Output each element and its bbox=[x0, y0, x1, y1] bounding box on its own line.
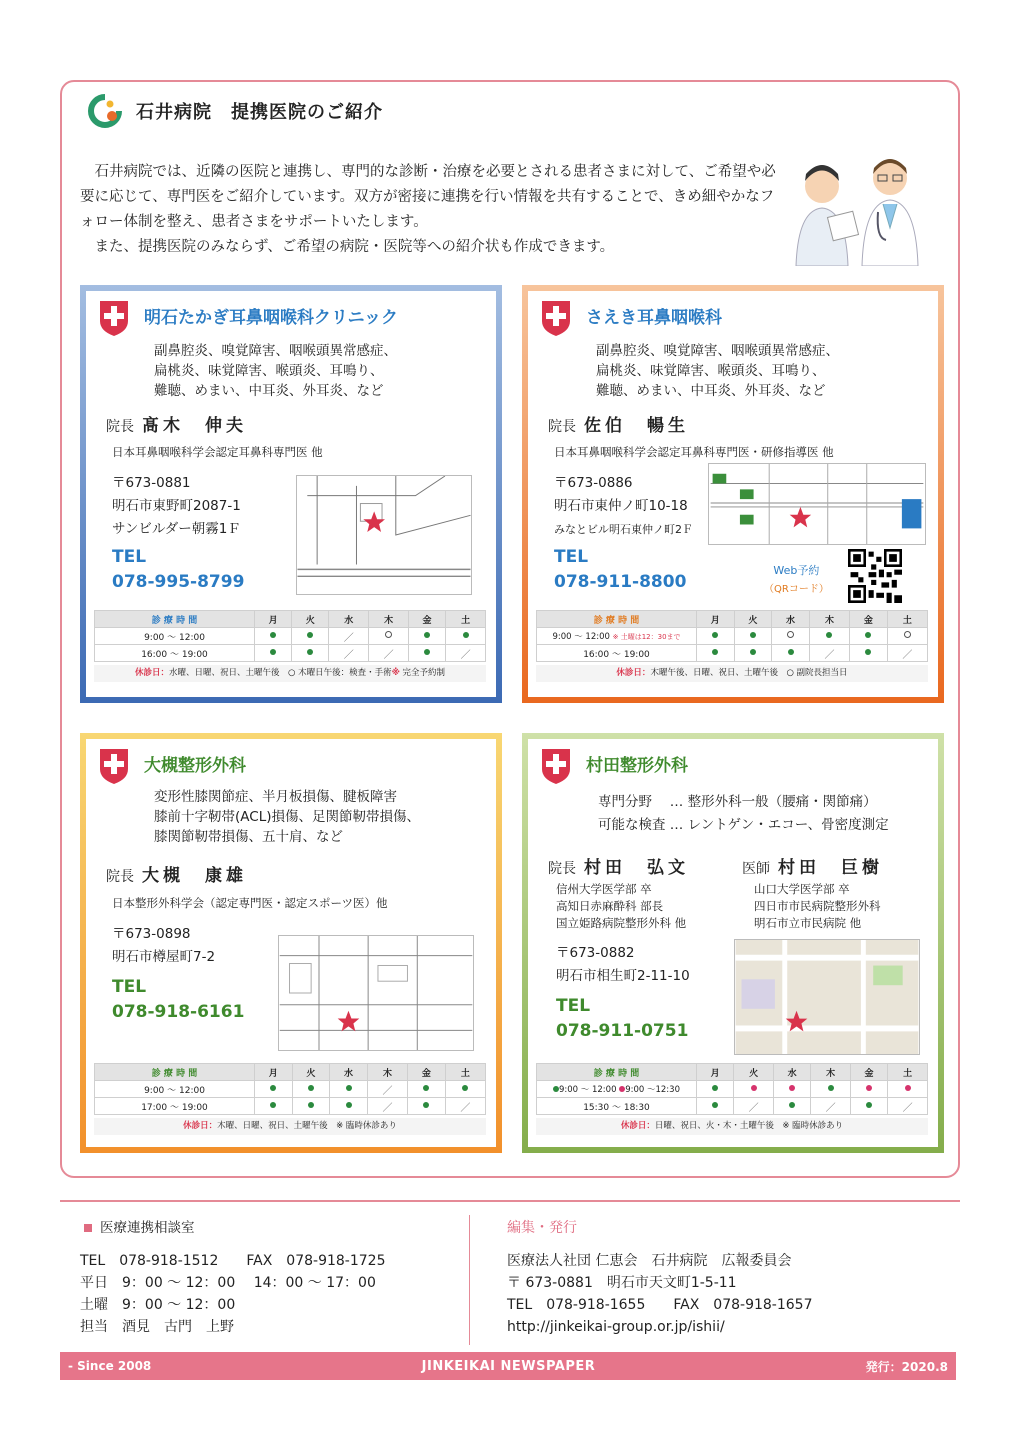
day-header: 土 bbox=[445, 1064, 485, 1081]
hours-header: 診 療 時 間 bbox=[537, 611, 697, 628]
holiday-text: 完全予約制 bbox=[399, 668, 446, 678]
clinic-name: 明石たかぎ耳鼻咽喉科クリニック bbox=[144, 308, 398, 328]
day-header: 土 bbox=[887, 611, 927, 628]
time-note: ※ 土曜は12：30まで bbox=[612, 633, 681, 641]
career-line: 明石市立市民病院 他 bbox=[754, 916, 862, 930]
doctor-career bbox=[754, 881, 881, 932]
holiday-note bbox=[94, 1118, 486, 1135]
hours-table: 診 療 時 間 月 火 水 木 金 土 9:00 ～ 12:00 ／ 16:00 ～ 19:00 ／ ／ ／ bbox=[94, 610, 486, 662]
telephone bbox=[556, 994, 688, 1044]
address bbox=[556, 942, 690, 988]
footer-left-title bbox=[84, 1216, 195, 1236]
day-header: 金 bbox=[408, 611, 445, 628]
newspaper-name: JINKEIKAI NEWSPAPER bbox=[421, 1358, 596, 1374]
director bbox=[106, 411, 247, 436]
qr-code-icon[interactable] bbox=[848, 549, 902, 603]
day-header: 金 bbox=[850, 1064, 887, 1081]
address bbox=[554, 472, 693, 541]
time-slot: 9:00 ～ 12:00 bbox=[95, 628, 255, 645]
director-role: 院長 bbox=[548, 861, 576, 877]
specialty-line: 膝前十字靭帯(ACL)損傷、足関節靭帯損傷、 bbox=[154, 809, 420, 825]
holiday-label: 休診日： bbox=[183, 1121, 218, 1131]
address-line: 明石市東仲ノ町10-18 bbox=[554, 498, 688, 514]
clinic-card-murata bbox=[522, 733, 944, 1153]
time-slot: 16:00 ～ 19:00 bbox=[95, 645, 255, 662]
career-line: 山口大学医学部 卒 bbox=[754, 882, 850, 896]
map-image bbox=[296, 475, 472, 595]
director-role: 院長 bbox=[106, 419, 134, 435]
footer-right-title: 編集・発行 bbox=[507, 1220, 577, 1236]
intro-text bbox=[80, 160, 780, 260]
doctor-name: 村田 巨樹 bbox=[778, 858, 883, 878]
address-line: 明石市東野町2087-1 bbox=[112, 498, 241, 514]
holiday-label: 休診日： bbox=[134, 668, 169, 678]
tel-number: 078-911-8800 bbox=[554, 572, 687, 592]
holiday-text: 水曜、日曜、祝日、土曜午後 ○ 木曜日午後：検査・手術 bbox=[168, 668, 392, 678]
clinic-card-otsuki bbox=[80, 733, 502, 1153]
footer-column-divider bbox=[469, 1215, 470, 1345]
holiday-mark: ※ bbox=[391, 668, 400, 678]
clinic-name: さえき耳鼻咽喉科 bbox=[586, 308, 722, 328]
hours-table: 診 療 時 間 月 火 水 木 金 土 9:00 ～ 12:00 9:00 ～12:30 15:30 ～ 18:30 ／ ／ ／ bbox=[536, 1063, 928, 1115]
specialty-line: 難聴、めまい、中耳炎、外耳炎、など bbox=[596, 383, 826, 399]
hours-header: 診 療 時 間 bbox=[95, 1064, 255, 1081]
tel-label: TEL bbox=[112, 977, 147, 997]
day-header: 木 bbox=[367, 1064, 407, 1081]
day-header: 水 bbox=[330, 1064, 368, 1081]
director bbox=[106, 861, 247, 886]
director-role: 院長 bbox=[548, 419, 576, 435]
director-name: 村田 弘文 bbox=[584, 858, 689, 878]
director-career bbox=[556, 881, 686, 932]
career-line: 高知日赤麻酔科 部長 bbox=[556, 899, 664, 913]
map-image bbox=[278, 935, 474, 1051]
day-header: 土 bbox=[888, 1064, 928, 1081]
career-line: 四日市市民病院整形外科 bbox=[754, 899, 881, 913]
time-slot: 9:00 ～ 12:00 bbox=[552, 632, 610, 642]
career-line: 国立姫路病院整形外科 他 bbox=[556, 916, 687, 930]
postal-code: 〒673-0882 bbox=[556, 945, 635, 961]
tel-label: TEL bbox=[554, 547, 589, 567]
day-header: 火 bbox=[292, 611, 329, 628]
certification: 日本耳鼻咽喉科学会認定耳鼻科専門医・研修指導医 他 bbox=[554, 445, 834, 459]
medical-cross-icon bbox=[98, 747, 130, 785]
square-bullet-icon bbox=[84, 1224, 92, 1232]
time-slot: 9:00 ～ 12:00 bbox=[559, 1085, 617, 1095]
certification: 日本耳鼻咽喉科学会認定耳鼻科専門医 他 bbox=[112, 445, 323, 459]
time-slot: 15:30 ～ 18:30 bbox=[537, 1098, 697, 1115]
day-header: 水 bbox=[773, 1064, 810, 1081]
address bbox=[112, 923, 215, 969]
specialty-line: 可能な検査 … レントゲン・エコー、骨密度測定 bbox=[598, 817, 889, 833]
day-header: 月 bbox=[255, 1064, 293, 1081]
address-line: 明石市樽屋町7-2 bbox=[112, 949, 216, 965]
certification: 日本整形外科学会（認定専門医・認定スポーツ医）他 bbox=[112, 896, 388, 910]
qr-label: （QRコード） bbox=[764, 584, 829, 595]
issue-date: 発行：2020.8 bbox=[865, 1359, 948, 1374]
doctor-role: 医師 bbox=[742, 861, 770, 877]
address-line: みなとビル明石東仲ノ町2Ｆ bbox=[554, 523, 693, 536]
specialties bbox=[154, 787, 420, 847]
director-name: 髙木 伸夫 bbox=[142, 416, 247, 436]
footer-divider bbox=[60, 1200, 960, 1202]
director-name: 佐伯 暢生 bbox=[584, 416, 689, 436]
specialties bbox=[154, 341, 397, 401]
day-header: 月 bbox=[697, 1064, 734, 1081]
tel-label: TEL bbox=[112, 547, 147, 567]
day-header: 火 bbox=[734, 1064, 774, 1081]
day-header: 火 bbox=[734, 611, 772, 628]
time-slot: 17:00 ～ 19:00 bbox=[95, 1098, 255, 1115]
map-image bbox=[708, 463, 926, 545]
hours-header: 診 療 時 間 bbox=[95, 611, 255, 628]
director-name: 大槻 康雄 bbox=[142, 866, 247, 886]
specialty-line: 膝関節靭帯損傷、五十肩、など bbox=[154, 829, 343, 845]
web-reservation bbox=[764, 562, 829, 599]
director bbox=[548, 853, 689, 878]
specialty-line: 扁桃炎、味覚障害、喉頭炎、耳鳴り、 bbox=[596, 363, 826, 379]
specialty-line: 難聴、めまい、中耳炎、外耳炎、など bbox=[154, 383, 384, 399]
address-line: 明石市相生町2-11-10 bbox=[556, 968, 690, 984]
postal-code: 〒673-0898 bbox=[112, 926, 191, 942]
page-header bbox=[88, 94, 383, 128]
telephone bbox=[112, 545, 244, 595]
day-header: 水 bbox=[329, 611, 369, 628]
tel-number: 078-995-8799 bbox=[112, 572, 245, 592]
holiday-note bbox=[94, 665, 486, 682]
holiday-text: 木曜午後、日曜、祝日、土曜午後 ○ 副院長担当日 bbox=[650, 668, 848, 678]
tel-number: 078-918-6161 bbox=[112, 1002, 245, 1022]
footer-publisher-info: 医療法人社団 仁恵会 石井病院 広報委員会 〒 673-0881 明石市天文町1-5-11 TEL 078-918-1655 FAX 078-918-1657 http://jinkeikai-group.or.jp/ishii/ bbox=[507, 1253, 813, 1335]
medical-cross-icon bbox=[540, 299, 572, 337]
holiday-text: 日曜、祝日、火・木・土曜午後 ※ 臨時休診あり bbox=[654, 1121, 844, 1131]
day-header: 金 bbox=[850, 611, 888, 628]
holiday-note bbox=[536, 665, 928, 682]
map-image bbox=[734, 939, 920, 1055]
specialties bbox=[598, 791, 889, 837]
clinic-card-saeki bbox=[522, 285, 944, 703]
specialties bbox=[596, 341, 839, 401]
hospital-logo-icon bbox=[88, 94, 122, 128]
doctors-illustration bbox=[790, 148, 930, 266]
footer-contact-info: TEL 078-918-1512 FAX 078-918-1725 平日 9：00 ～ 12：00 14：00 ～ 17：00 土曜 9：00 ～ 12：00 担当 酒見 古門 上野 bbox=[80, 1253, 386, 1335]
bottom-band bbox=[60, 1352, 956, 1380]
telephone bbox=[112, 975, 244, 1025]
hours-header: 診 療 時 間 bbox=[537, 1064, 697, 1081]
specialty-line: 副鼻腔炎、嗅覚障害、咽喉頭異常感症、 bbox=[154, 343, 397, 359]
since-label: - Since 2008 bbox=[68, 1359, 152, 1373]
postal-code: 〒673-0881 bbox=[112, 475, 191, 491]
holiday-label: 休診日： bbox=[620, 1121, 655, 1131]
tel-number: 078-911-0751 bbox=[556, 1021, 689, 1041]
tel-label: TEL bbox=[556, 996, 591, 1016]
time-slot: 16:00 ～ 19:00 bbox=[537, 645, 697, 662]
hours-table: 診 療 時 間 月 火 水 木 金 土 9:00 ～ 12:00 ／ 17:00 ～ 19:00 ／ ／ bbox=[94, 1063, 486, 1115]
hours-table: 診 療 時 間 月 火 水 木 金 土 9:00 ～ 12:00 ※ 土曜は12：30まで 16:00 ～ 19:00 ／ ／ bbox=[536, 610, 928, 662]
day-header: 木 bbox=[811, 1064, 851, 1081]
footer-left-title-text: 医療連携相談室 bbox=[100, 1220, 195, 1236]
address bbox=[112, 472, 241, 541]
clinic-name: 村田整形外科 bbox=[586, 756, 688, 776]
day-header: 木 bbox=[809, 611, 849, 628]
director-role: 院長 bbox=[106, 869, 134, 885]
address-line: サンビルダー朝霧1Ｆ bbox=[112, 521, 241, 537]
page-title: 石井病院 提携医院のご紹介 bbox=[136, 102, 383, 123]
time-slot: 9:00 ～12:30 bbox=[625, 1085, 680, 1095]
clinic-name: 大槻整形外科 bbox=[144, 756, 246, 776]
holiday-label: 休診日： bbox=[616, 668, 651, 678]
specialty-line: 専門分野 … 整形外科一般（腰痛・関節痛） bbox=[598, 794, 877, 810]
specialty-line: 変形性膝関節症、半月板損傷、腱板障害 bbox=[154, 789, 397, 805]
doctor bbox=[742, 853, 883, 878]
medical-cross-icon bbox=[540, 747, 572, 785]
director bbox=[548, 411, 689, 436]
telephone bbox=[554, 545, 686, 595]
intro-paragraph: 石井病院では、近隣の医院と連携し、専門的な診断・治療を必要とされる患者さまに対して、ご希望や必要に応じて、専門医をご紹介しています。双方が密接に連携を行い情報を共有することで、きめ細やかなフォロー体制を整え、患者さまをサポートいたします。 bbox=[80, 164, 776, 230]
holiday-text: 木曜、日曜、祝日、土曜午後 ※ 臨時休診あり bbox=[217, 1121, 397, 1131]
time-slot: 9:00 ～ 12:00 bbox=[95, 1081, 255, 1098]
web-label: Web予約 bbox=[773, 564, 820, 577]
specialty-line: 副鼻腔炎、嗅覚障害、咽喉頭異常感症、 bbox=[596, 343, 839, 359]
day-header: 水 bbox=[772, 611, 810, 628]
clinic-card-takagi bbox=[80, 285, 502, 703]
day-header: 土 bbox=[446, 611, 486, 628]
postal-code: 〒673-0886 bbox=[554, 475, 633, 491]
holiday-note bbox=[536, 1118, 928, 1135]
day-header: 金 bbox=[408, 1064, 446, 1081]
day-header: 火 bbox=[292, 1064, 330, 1081]
day-header: 木 bbox=[369, 611, 409, 628]
day-header: 月 bbox=[255, 611, 292, 628]
specialty-line: 扁桃炎、味覚障害、喉頭炎、耳鳴り、 bbox=[154, 363, 384, 379]
career-line: 信州大学医学部 卒 bbox=[556, 882, 652, 896]
day-header: 月 bbox=[697, 611, 735, 628]
medical-cross-icon bbox=[98, 299, 130, 337]
intro-paragraph: また、提携医院のみならず、ご希望の病院・医院等への紹介状も作成できます。 bbox=[94, 239, 615, 255]
